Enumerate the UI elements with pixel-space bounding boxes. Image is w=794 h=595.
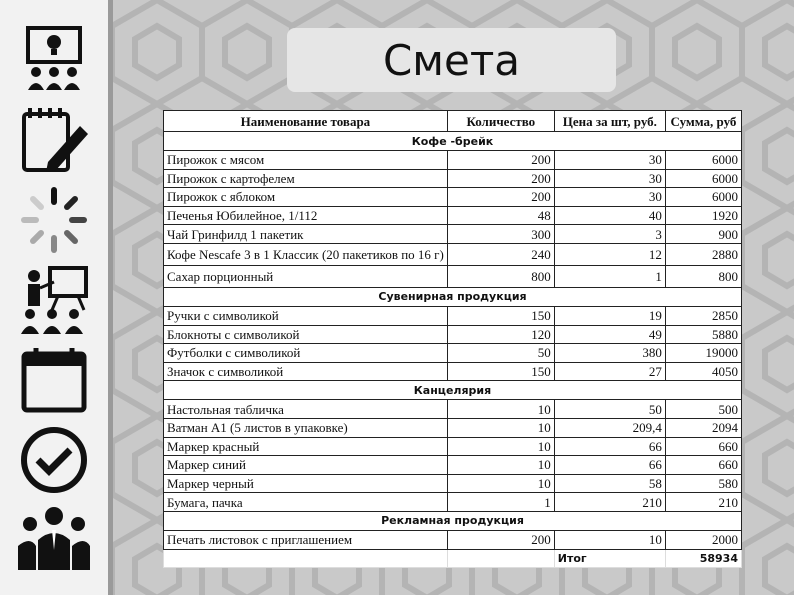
quantity: 1 [447,493,554,512]
unit-price: 30 [554,151,665,170]
quantity: 10 [447,474,554,493]
item-name: Маркер черный [164,474,448,493]
item-name: Блокноты с символикой [164,325,448,344]
section-row [164,381,742,400]
section-title: Рекламная продукция [164,511,742,530]
item-name: Ручки с символикой [164,306,448,325]
section-title: Канцелярия [164,381,742,400]
quantity: 50 [447,344,554,363]
sidebar-divider [108,0,113,595]
item-name: Кофе Nescafe 3 в 1 Классик (20 пакетиков по 16 г) [164,243,448,265]
sum: 900 [665,225,741,244]
sum: 210 [665,493,741,512]
sum: 500 [665,400,741,419]
unit-price: 12 [554,243,665,265]
estimate-table [163,110,742,568]
table-row [164,325,742,344]
unit-price: 10 [554,530,665,549]
table-row [164,169,742,188]
quantity: 240 [447,243,554,265]
quantity: 10 [447,418,554,437]
sum: 6000 [665,151,741,170]
total-value: 58934 [665,549,741,568]
sum: 6000 [665,169,741,188]
section-row [164,132,742,151]
sum: 5880 [665,325,741,344]
table-row [164,493,742,512]
item-name: Пирожок с мясом [164,151,448,170]
table-row [164,530,742,549]
quantity: 48 [447,206,554,225]
item-name: Печенья Юбилейное, 1/112 [164,206,448,225]
column-header: Количество [447,111,554,132]
sum: 2000 [665,530,741,549]
item-name: Чай Гринфилд 1 пакетик [164,225,448,244]
unit-price: 66 [554,437,665,456]
sum: 2094 [665,418,741,437]
quantity: 150 [447,362,554,381]
unit-price: 49 [554,325,665,344]
quantity: 200 [447,169,554,188]
table-row [164,362,742,381]
table-row [164,418,742,437]
loading-spinner-icon [18,184,90,256]
item-name: Пирожок с картофелем [164,169,448,188]
teacher-board-icon [18,264,90,336]
table-row [164,437,742,456]
unit-price: 210 [554,493,665,512]
item-name: Маркер красный [164,437,448,456]
item-name: Пирожок с яблоком [164,188,448,207]
item-name: Бумага, пачка [164,493,448,512]
quantity: 150 [447,306,554,325]
notepad-pencil-icon [18,104,90,176]
section-title: Кофе -брейк [164,132,742,151]
quantity: 800 [447,265,554,287]
total-row [164,549,742,568]
table-row [164,206,742,225]
unit-price: 3 [554,225,665,244]
column-header: Цена за шт, руб. [554,111,665,132]
table-row [164,344,742,363]
unit-price: 30 [554,169,665,188]
item-name: Ватман А1 (5 листов в упаковке) [164,418,448,437]
unit-price: 380 [554,344,665,363]
quantity: 200 [447,188,554,207]
quantity: 10 [447,400,554,419]
icon-sidebar [0,0,108,595]
calendar-icon [18,344,90,416]
table-row [164,243,742,265]
item-name: Настольная табличка [164,400,448,419]
quantity: 120 [447,325,554,344]
section-row [164,287,742,306]
quantity: 300 [447,225,554,244]
unit-price: 66 [554,456,665,475]
table-row [164,474,742,493]
total-label: Итог [554,549,665,568]
column-header: Наименование товара [164,111,448,132]
sum: 1920 [665,206,741,225]
item-name: Футболки с символикой [164,344,448,363]
item-name: Сахар порционный [164,265,448,287]
quantity: 200 [447,530,554,549]
unit-price: 209,4 [554,418,665,437]
quantity: 10 [447,456,554,475]
unit-price: 30 [554,188,665,207]
item-name: Значок с символикой [164,362,448,381]
table-row [164,151,742,170]
sum: 19000 [665,344,741,363]
sum: 580 [665,474,741,493]
sum: 4050 [665,362,741,381]
quantity: 200 [447,151,554,170]
sum: 2880 [665,243,741,265]
column-header: Сумма, руб [665,111,741,132]
table-row [164,456,742,475]
presentation-icon [18,22,90,94]
section-row [164,511,742,530]
table-row [164,225,742,244]
item-name: Маркер синий [164,456,448,475]
sum: 660 [665,456,741,475]
table-row [164,306,742,325]
section-title: Сувенирная продукция [164,287,742,306]
sum: 2850 [665,306,741,325]
empty-cell [447,549,554,568]
sum: 800 [665,265,741,287]
header-row [164,111,742,132]
unit-price: 40 [554,206,665,225]
sum: 660 [665,437,741,456]
team-icon [18,500,90,572]
unit-price: 19 [554,306,665,325]
quantity: 10 [447,437,554,456]
table-row [164,265,742,287]
unit-price: 27 [554,362,665,381]
unit-price: 50 [554,400,665,419]
item-name: Печать листовок с приглашением [164,530,448,549]
checkmark-icon [18,424,90,496]
table-row [164,400,742,419]
slide-title: Смета [287,28,616,92]
unit-price: 58 [554,474,665,493]
sum: 6000 [665,188,741,207]
unit-price: 1 [554,265,665,287]
empty-cell [164,549,448,568]
table-row [164,188,742,207]
